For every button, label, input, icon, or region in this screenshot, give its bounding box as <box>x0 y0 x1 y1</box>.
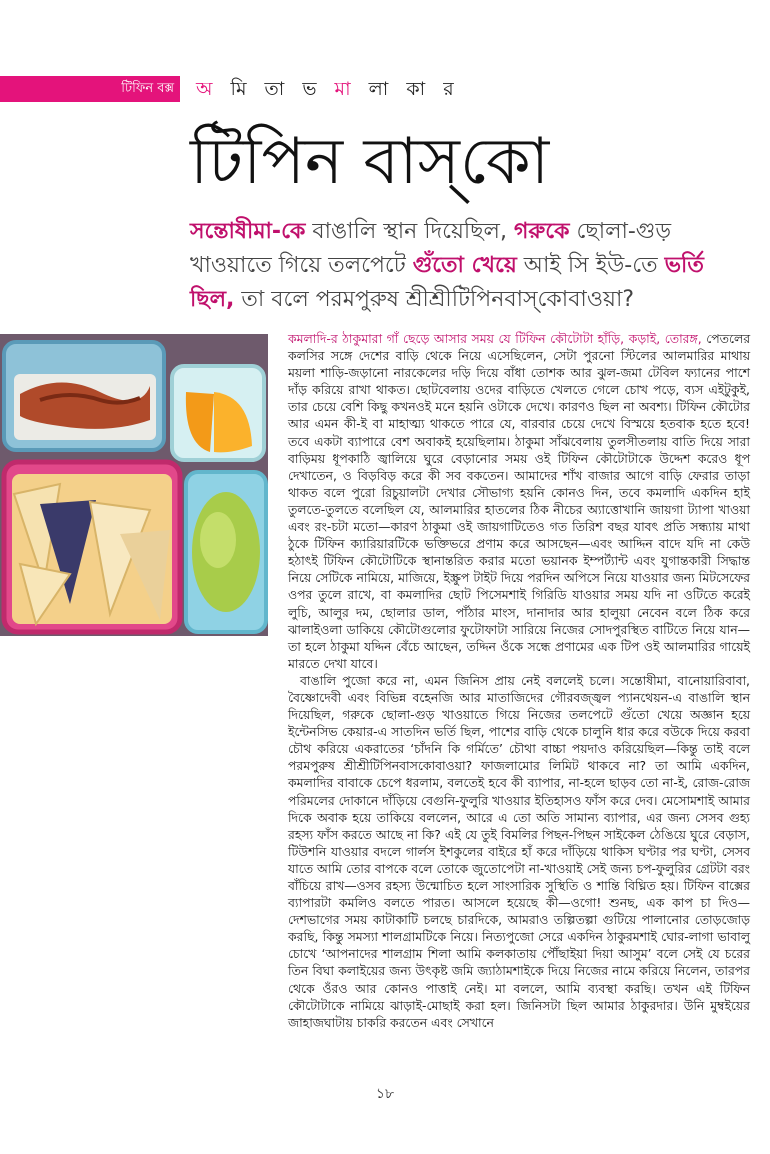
lede-highlight-4: ভর্তি ছিল, <box>190 253 704 312</box>
lede-text-3: আই সি ইউ-তে <box>516 253 665 278</box>
lede-highlight-3: গুঁতো খেয়ে <box>412 253 517 278</box>
author-name <box>196 76 460 102</box>
page-number: ১৮ <box>375 1086 395 1102</box>
article-body <box>288 330 750 1031</box>
lede-text-2: ছোলা-গুড় খাওয়াতে গিয়ে তলপেটে <box>190 219 672 278</box>
article-lede <box>190 215 750 317</box>
lunchbox-photo <box>0 334 268 636</box>
lede-highlight-1: সন্তোষীমা-কে <box>190 219 306 244</box>
lede-text-1: বাঙালি স্থান দিয়েছিল, <box>305 219 514 244</box>
lede-highlight-2: গরুকে <box>513 219 570 244</box>
article-lead-in: কমলাদি-র ঠাকুমারা গাঁ ছেড়ে আসার সময় যে টিফিন কৌটোটা হাঁড়ি, কড়াই, তোরঙ্গ, <box>288 331 702 346</box>
author-accent-2: মা <box>334 78 357 100</box>
lunchbox-illustration <box>0 334 268 636</box>
lede-text-4: তা বলে পরমপুরুষ শ্রীশ্রীটিপিনবাস্‌কোবাওয়া? <box>234 287 635 312</box>
article-paragraph-1-text: পেতলের কলসির সঙ্গে দেশের বাড়ি থেকে নিয়ে এসেছিলেন, সেটা পুরনো স্টিলের আলমারির মাথায় ময়লা শাড়ি-জড়ানো নারকেলের দড়ি দিয়ে বাঁধা তোশক আর ঝুল-জমা টেবিল ফ্যানের পাশে দাঁড় করিয়ে রাখা থাকত। ছোটবেলায় ওদের বাড়িতে খেলতে গেলে চোখ পড়ে, ব্যস এইটুকুই, তার চেয়ে বেশি কিছু কখনওই মনে হয়নি ওটাকে দেখে। কারণও ছিল না অবশ্য। টিফিন কৌটোর আর এমন কী-ই বা মাহাত্ম্য থাকতে পারে যে, বারবার চেয়ে দেখে বিস্ময়ে হতবাক হতে হবে! তবে একটা ব্যাপারে বেশ অবাকই হয়েছিলাম। ঠাকুমা সাঁঝবেলায় তুলসীতলায় বাতি দিয়ে সারা বাড়িময় ধূপকাঠি জ্বালিয়ে ঘুরে বেড়ানোর সময় ওই টিফিন কৌটোটাকে উদ্দেশ করেও ধূপ দেখাতেন, ও বিড়বিড় করে কী সব বকতেন। আমাদের শাঁখ বাজার আগে বাড়ি ফেরার তাড়া থাকত বলে পুরো রিচুয়ালটা দেখার সৌভাগ্য হয়নি কোনও দিন, তবে কমলাদি একদিন হাই তুলতে-তুলতে বলেছিল যে, আলমারির হাতলের ঠিক নীচের অ্যাত্তোখানি জায়গা ট্যাপা খাওয়া এবং রং-চটা মতো—কারণ ঠাকুমা ওই জায়গাটিতেও গত তিরিশ বছর যাবৎ প্রতি সন্ধ্যায় মাথা ঠুকে টিফিন ক্যারিয়ারটিকে ভক্তিভরে প্রণাম করে আসছেন—এবং আদ্দিন বাদে যদি না কেউ হঠাৎই টিফিন কৌটোটিকে স্থানান্তরিত করার মতো ভয়ানক ইম্পর্ট্যান্ট এবং যুগান্তকারী সিদ্ধান্ত নিয়ে সেটিকে নামিয়ে, মাজিয়ে, ইস্ক্রুপ টাইট দিয়ে পরদিন অপিসে নিয়ে যাওয়ার জন্য মিটসেফের ওপর তুলে রাখে, বা কমলাদির ছোট পিসেমশাই গিরিডি যাওয়ার সময় যদি না ওটিতে করেই লুচি, আলুর দম, ছোলার ডাল, পাঁঠার মাংস, দানাদার আর হালুয়া নেবেন বলে ঠিক করে ঝালাইওলা ডাকিয়ে কৌটোগুলোর ফুটোফাটা সারিয়ে নিজের সোদপুরস্থিত বাটিতে নিয়ে যান—তা হলে ঠাকুমা যদ্দিন বেঁচে আছেন, তদ্দিন ওঁকে সন্ধে প্রণামের এক টিপ ওই আলমারির গায়েই মারতে দেখা যাবে। <box>288 331 751 671</box>
author-accent-1: অ <box>196 78 219 100</box>
section-tag: টিফিন বক্স <box>121 81 174 96</box>
author-part-2: লা কা র <box>356 78 460 100</box>
article-paragraph-2: বাঙালি পুজো করে না, এমন জিনিস প্রায় নেই বললেই চলে। সন্তোষীমা, বানোয়ারিবাবা, বৈষ্ণোদেবী এবং বিভিন্ন বহেনজি আর মাতাজিদের গৌরবজ্জ্বল প্যানথেয়ন-এ বাঙালি স্থান দিয়েছিল, গরুকে ছোলা-গুড় খাওয়াতে গিয়ে নিজের তলপেটে গুঁতো খেয়ে অজ্ঞান হয়ে ইন্টেনসিভ কেয়ার-এ সাতদিন ভর্তি ছিল, পাশের বাড়ি থেকে চালুনি ধার করে বউকে দিয়ে করবা চৌথ করিয়ে একরাতের ‘চাঁদনি কি গর্মিতে’ চৌথা বাচ্চা পয়দাও করিয়েছিল—কিন্তু তাই বলে পরমপুরুষ শ্রীশ্রীটিপিনবাসকোবাওয়া? ফাজলামোর লিমিট থাকবে না? তা আমি একদিন, কমলাদির বাবাকে চেপে ধরলাম, বলতেই হবে কী ব্যাপার, না-হলে ছাড়ব তো না-ই, রোজ-রোজ পরিমলের দোকানে দাঁড়িয়ে বেগুনি-ফুলুরি খাওয়ার ইতিহাসও ফাঁস করে দেব। মেসোমশাই আমার দিকে অবাক হয়ে তাকিয়ে বললেন, আরে এ তো অতি সামান্য ব্যাপার, এর জন্য সেসব গুহ্য রহস্য ফাঁস করতে আছে না কি? এই যে তুই বিমলির পিছন-পিছন সাইকেল ঠেঙিয়ে ঘুরে বেড়াস, টিউশনি যাওয়ার বদলে গার্লস ইশকুলের বাইরে হাঁ করে দাঁড়িয়ে থাকিস ঘণ্টার পর ঘণ্টা, সেসব যাতে আমি তোর বাপকে বলে তোকে জুতোপেটা না-খাওয়াই সেই জন্য চপ-ফুলুরির গ্রেটটা বরং বাঁচিয়ে রাখ—ওসব রহস্য উন্মোচিত হলে সাংসারিক সুস্থিতি ও শান্তি বিঘ্নিত হয়। টিফিন বাক্সের ব্যাপারটা কমলিও বলতে পারত। আসলে হয়েছে কী—ওগো! শুনছ, এক কাপ চা দিও—দেশভাগের সময় কাটাকাটি চলছে চারদিকে, আমরাও তল্পিতল্পা গুটিয়ে পালানোর তোড়জোড় করছি, কিন্তু সমস্যা শালগ্রামটিকে নিয়ে। নিত্যপুজো সেরে একদিন ঠাকুরমশাই ঘোর-লাগা ভাবালু চোখে ‘আপনাদের শালগ্রাম শিলা আমি কলকাতায় পৌঁছাইয়া দিয়া আসুম’ বলে সেই যে চরের তিন বিঘা কলাইয়ের জন্য উৎকৃষ্ট জমি জ্যাঠামশাইকে দিয়ে নিজের নামে করিয়ে নিলেন, তারপর থেকে ওঁরও আর কোনও পাত্তাই নেই। মা বললে, আমি ব্যবস্থা করছি। তখন এই টিফিন কৌটোটাকে নামিয়ে ঝাড়াই-মোছাই করা হল। জিনিসটা ছিল আমার ঠাকুরদার। উনি মুম্বইয়ের জাহাজঘাটায় চাকরি করতেন এবং সেখানে <box>288 672 750 1030</box>
author-part-1: মি তা ভ <box>218 78 335 100</box>
article-title: টিপিন বাস্‌কো <box>190 125 550 199</box>
article-paragraph-1 <box>288 330 750 672</box>
